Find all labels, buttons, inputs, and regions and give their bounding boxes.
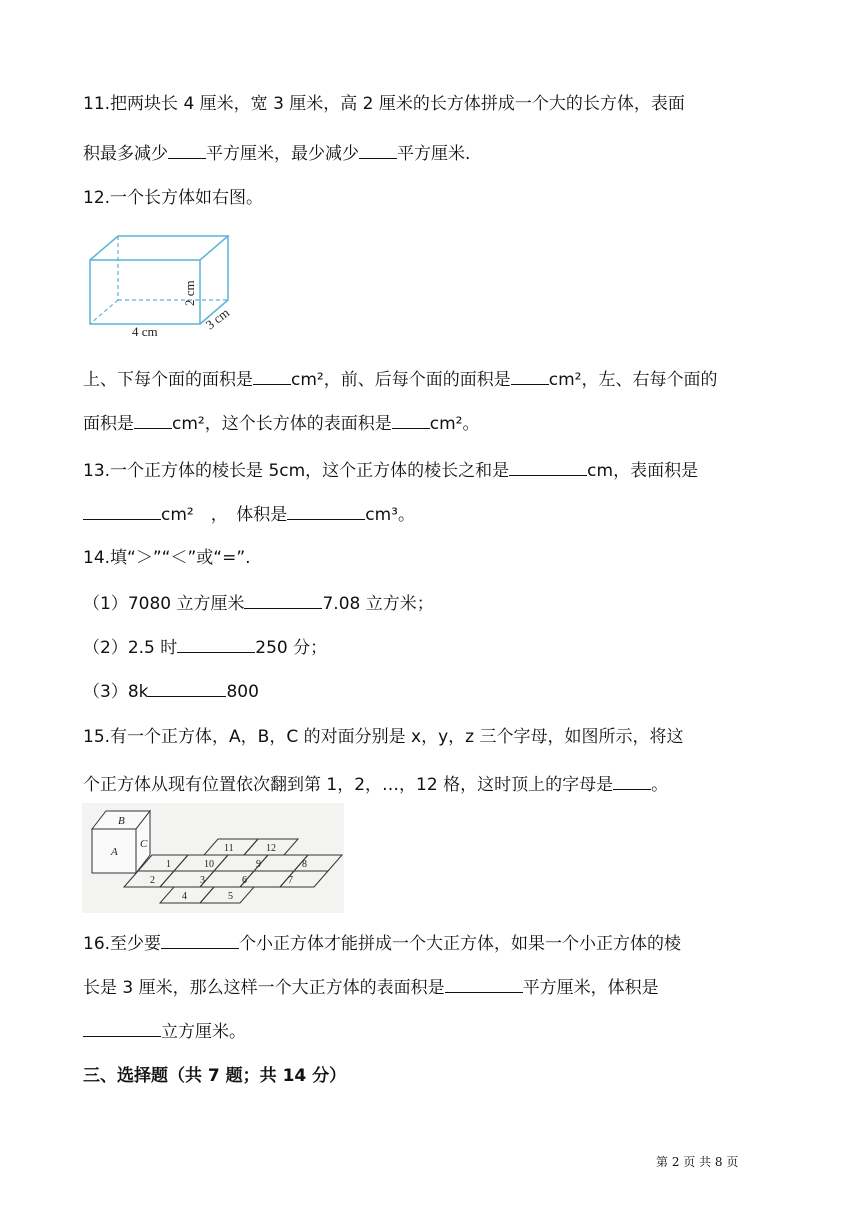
cell-number: 1 <box>166 859 171 870</box>
q14-item2 <box>83 634 327 660</box>
q16-line2 <box>83 974 659 1000</box>
q13-text-a: 13.一个正方体的棱长是 5cm，这个正方体的棱长之和是 <box>83 461 510 481</box>
cell-number: 3 <box>200 875 205 886</box>
q11-text-b: 平方厘米，最少减少 <box>206 144 359 164</box>
cuboid-hidden-edge <box>90 300 118 324</box>
cuboid-top-face <box>90 236 228 260</box>
answer-blank[interactable] <box>83 501 161 520</box>
q13-text-c: cm² ， 体积是 <box>161 505 288 525</box>
q12-line2 <box>83 410 479 436</box>
q12-title: 12.一个长方体如右图。 <box>83 188 264 208</box>
q16-text-d: 平方厘米，体积是 <box>522 978 659 998</box>
answer-blank[interactable] <box>613 771 651 790</box>
answer-blank[interactable] <box>148 678 226 697</box>
page-footer: 第 2 页 共 8 页 <box>656 1155 739 1169</box>
label-height: 2 cm <box>182 280 197 306</box>
q16-text-e: 立方厘米。 <box>161 1022 246 1042</box>
cell-number: 4 <box>182 891 187 902</box>
cell-number: 5 <box>228 891 233 902</box>
q12-text-e: cm²，这个长方体的表面积是 <box>172 414 392 434</box>
q14-text-a: （1）7080 立方厘米 <box>83 594 245 614</box>
q13-text-d: cm³。 <box>365 505 415 525</box>
q13-text-b: cm，表面积是 <box>587 461 699 481</box>
answer-blank[interactable] <box>177 634 255 653</box>
q12-text-d: 面积是 <box>83 414 134 434</box>
q14-item1 <box>83 590 434 616</box>
q13-line1 <box>83 457 698 483</box>
answer-blank[interactable] <box>83 1018 161 1037</box>
q13-line2 <box>83 501 415 527</box>
q11-line1: 11.把两块长 4 厘米，宽 3 厘米，高 2 厘米的长方体拼成一个大的长方体，表面 <box>83 94 685 114</box>
q14-item3 <box>83 678 259 704</box>
q12-text-a: 上、下每个面的面积是 <box>83 370 253 390</box>
q16-line1 <box>83 930 681 956</box>
cell-number: 2 <box>150 875 155 886</box>
label-width: 3 cm <box>202 304 233 333</box>
cell-number: 7 <box>288 875 293 886</box>
q11-line2 <box>83 140 470 166</box>
q12-text-f: cm²。 <box>429 414 480 434</box>
answer-blank[interactable] <box>392 410 430 429</box>
cell-number: 11 <box>224 843 234 854</box>
answer-blank[interactable] <box>445 974 523 993</box>
label-length: 4 cm <box>132 324 158 339</box>
q15-text-a: 个正方体从现有位置依次翻到第 1，2，…，12 格，这时顶上的字母是 <box>83 775 614 795</box>
cell-number: 8 <box>302 859 307 870</box>
face-label: C <box>140 838 148 850</box>
cell-number: 6 <box>242 875 247 886</box>
q14-text-e: （3）8k <box>83 682 149 702</box>
answer-blank[interactable] <box>134 410 172 429</box>
q11-text-c: 平方厘米. <box>397 144 471 164</box>
q15-line1: 15.有一个正方体，A，B，C 的对面分别是 x，y，z 三个字母，如图所示，将这 <box>83 727 684 747</box>
answer-blank[interactable] <box>287 501 365 520</box>
section-heading: 三、选择题（共 7 题；共 14 分） <box>83 1066 347 1086</box>
q12-text-c: cm²，左、右每个面的 <box>548 370 718 390</box>
answer-blank[interactable] <box>359 140 397 159</box>
q16-text-a: 16.至少要 <box>83 934 162 954</box>
q16-text-b: 个小正方体才能拼成一个大正方体，如果一个小正方体的棱 <box>239 934 682 954</box>
q15-line2 <box>83 771 668 797</box>
cell-number: 10 <box>204 859 214 870</box>
q12-text-b: cm²，前、后每个面的面积是 <box>291 370 511 390</box>
q16-line3 <box>83 1018 246 1044</box>
face-label: A <box>111 846 118 858</box>
answer-blank[interactable] <box>244 590 322 609</box>
answer-blank[interactable] <box>161 930 239 949</box>
q11-text-a: 积最多减少 <box>83 144 168 164</box>
cell-number: 12 <box>266 843 276 854</box>
rolling-cube-figure <box>82 803 344 913</box>
q15-text-b: 。 <box>651 775 669 795</box>
q14-text-d: 250 分； <box>255 638 328 658</box>
answer-blank[interactable] <box>253 366 291 385</box>
answer-blank[interactable] <box>168 140 206 159</box>
q16-text-c: 长是 3 厘米，那么这样一个大正方体的表面积是 <box>83 978 445 998</box>
face-label: B <box>118 815 125 827</box>
q14-text-c: （2）2.5 时 <box>83 638 178 658</box>
answer-blank[interactable] <box>511 366 549 385</box>
cell-number: 9 <box>256 859 261 870</box>
q14-text-f: 800 <box>226 682 259 702</box>
answer-blank[interactable] <box>509 457 587 476</box>
q14-text-b: 7.08 立方米； <box>322 594 434 614</box>
cuboid-figure <box>80 230 250 340</box>
q14-title: 14.填“＞”“＜”或“=”. <box>83 548 251 568</box>
q12-line1 <box>83 366 717 392</box>
